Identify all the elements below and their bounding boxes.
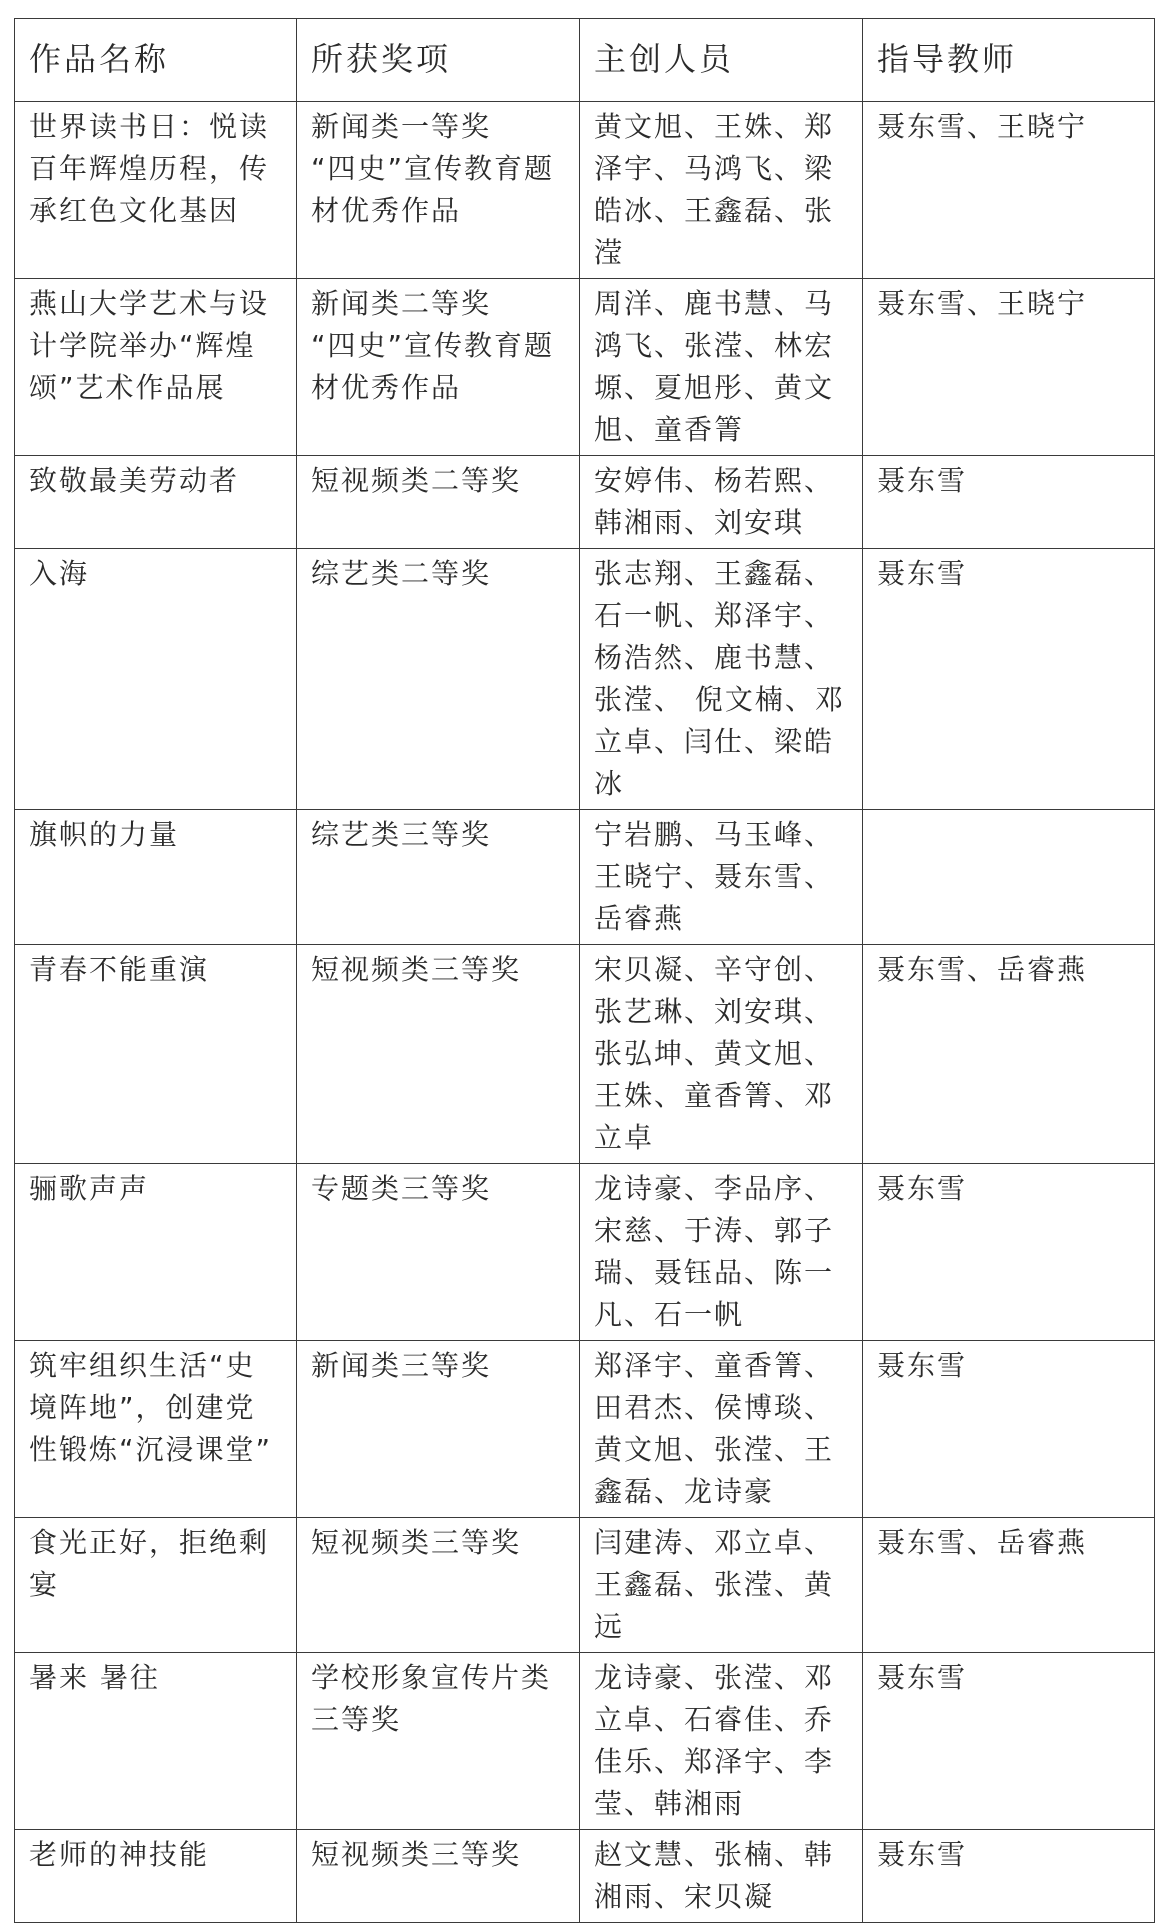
cell-advisors: 聂东雪 bbox=[863, 549, 1155, 810]
cell-title: 青春不能重演 bbox=[15, 945, 297, 1164]
cell-creators: 宋贝凝、辛守创、张艺琳、刘安琪、张弘坤、黄文旭、王姝、童香箐、邓立卓 bbox=[580, 945, 863, 1164]
awards-table bbox=[14, 18, 1155, 1923]
cell-advisors bbox=[863, 810, 1155, 945]
table-row bbox=[15, 456, 1155, 549]
cell-title: 旗帜的力量 bbox=[15, 810, 297, 945]
cell-creators: 周洋、鹿书慧、马鸿飞、张滢、林宏塬、夏旭彤、黄文旭、童香箐 bbox=[580, 279, 863, 456]
cell-creators: 闫建涛、邓立卓、王鑫磊、张滢、黄远 bbox=[580, 1518, 863, 1653]
table-row bbox=[15, 1341, 1155, 1518]
header-title: 作品名称 bbox=[15, 19, 297, 102]
header-advisors: 指导教师 bbox=[863, 19, 1155, 102]
cell-creators: 宁岩鹏、马玉峰、王晓宁、聂东雪、岳睿燕 bbox=[580, 810, 863, 945]
cell-title: 暑来 暑往 bbox=[15, 1653, 297, 1830]
cell-title: 食光正好，拒绝剩宴 bbox=[15, 1518, 297, 1653]
cell-title: 老师的神技能 bbox=[15, 1830, 297, 1923]
cell-award: 新闻类一等奖 “四史”宣传教育题材优秀作品 bbox=[297, 102, 580, 279]
table-row bbox=[15, 1830, 1155, 1923]
cell-title: 致敬最美劳动者 bbox=[15, 456, 297, 549]
cell-title: 骊歌声声 bbox=[15, 1164, 297, 1341]
cell-award: 新闻类三等奖 bbox=[297, 1341, 580, 1518]
cell-award: 综艺类三等奖 bbox=[297, 810, 580, 945]
table-row bbox=[15, 945, 1155, 1164]
cell-creators: 龙诗豪、张滢、邓立卓、石睿佳、乔佳乐、郑泽宇、李莹、韩湘雨 bbox=[580, 1653, 863, 1830]
cell-award: 新闻类二等奖 “四史”宣传教育题材优秀作品 bbox=[297, 279, 580, 456]
table-row bbox=[15, 1653, 1155, 1830]
cell-advisors: 聂东雪 bbox=[863, 1653, 1155, 1830]
table-row bbox=[15, 279, 1155, 456]
cell-advisors: 聂东雪、王晓宁 bbox=[863, 102, 1155, 279]
table-row bbox=[15, 1518, 1155, 1653]
table-row bbox=[15, 1164, 1155, 1341]
cell-award: 短视频类二等奖 bbox=[297, 456, 580, 549]
cell-award: 学校形象宣传片类三等奖 bbox=[297, 1653, 580, 1830]
cell-advisors: 聂东雪、岳睿燕 bbox=[863, 945, 1155, 1164]
cell-title: 入海 bbox=[15, 549, 297, 810]
cell-advisors: 聂东雪 bbox=[863, 1830, 1155, 1923]
cell-advisors: 聂东雪 bbox=[863, 456, 1155, 549]
cell-title: 世界读书日：悦读百年辉煌历程，传承红色文化基因 bbox=[15, 102, 297, 279]
table-body bbox=[15, 102, 1155, 1923]
cell-creators: 赵文慧、张楠、韩湘雨、宋贝凝 bbox=[580, 1830, 863, 1923]
cell-creators: 龙诗豪、李品序、宋慈、于涛、郭子瑞、聂钰品、陈一凡、石一帆 bbox=[580, 1164, 863, 1341]
cell-advisors: 聂东雪 bbox=[863, 1164, 1155, 1341]
awards-document bbox=[14, 18, 1154, 1923]
table-header-row bbox=[15, 19, 1155, 102]
cell-title: 燕山大学艺术与设计学院举办“辉煌颂”艺术作品展 bbox=[15, 279, 297, 456]
header-creators: 主创人员 bbox=[580, 19, 863, 102]
cell-award: 短视频类三等奖 bbox=[297, 1518, 580, 1653]
table-row bbox=[15, 810, 1155, 945]
cell-creators: 黄文旭、王姝、郑泽宇、马鸿飞、梁皓冰、王鑫磊、张滢 bbox=[580, 102, 863, 279]
cell-advisors: 聂东雪、王晓宁 bbox=[863, 279, 1155, 456]
table-row bbox=[15, 102, 1155, 279]
cell-creators: 张志翔、王鑫磊、石一帆、郑泽宇、杨浩然、鹿书慧、张滢、 倪文楠、邓立卓、闫仕、梁皓冰 bbox=[580, 549, 863, 810]
cell-advisors: 聂东雪、岳睿燕 bbox=[863, 1518, 1155, 1653]
cell-award: 短视频类三等奖 bbox=[297, 1830, 580, 1923]
cell-title: 筑牢组织生活“史境阵地”，创建党性锻炼“沉浸课堂” bbox=[15, 1341, 297, 1518]
cell-award: 短视频类三等奖 bbox=[297, 945, 580, 1164]
cell-creators: 郑泽宇、童香箐、田君杰、侯博琰、黄文旭、张滢、王鑫磊、龙诗豪 bbox=[580, 1341, 863, 1518]
cell-award: 综艺类二等奖 bbox=[297, 549, 580, 810]
cell-award: 专题类三等奖 bbox=[297, 1164, 580, 1341]
cell-creators: 安婷伟、杨若熙、韩湘雨、刘安琪 bbox=[580, 456, 863, 549]
header-award: 所获奖项 bbox=[297, 19, 580, 102]
cell-advisors: 聂东雪 bbox=[863, 1341, 1155, 1518]
table-row bbox=[15, 549, 1155, 810]
